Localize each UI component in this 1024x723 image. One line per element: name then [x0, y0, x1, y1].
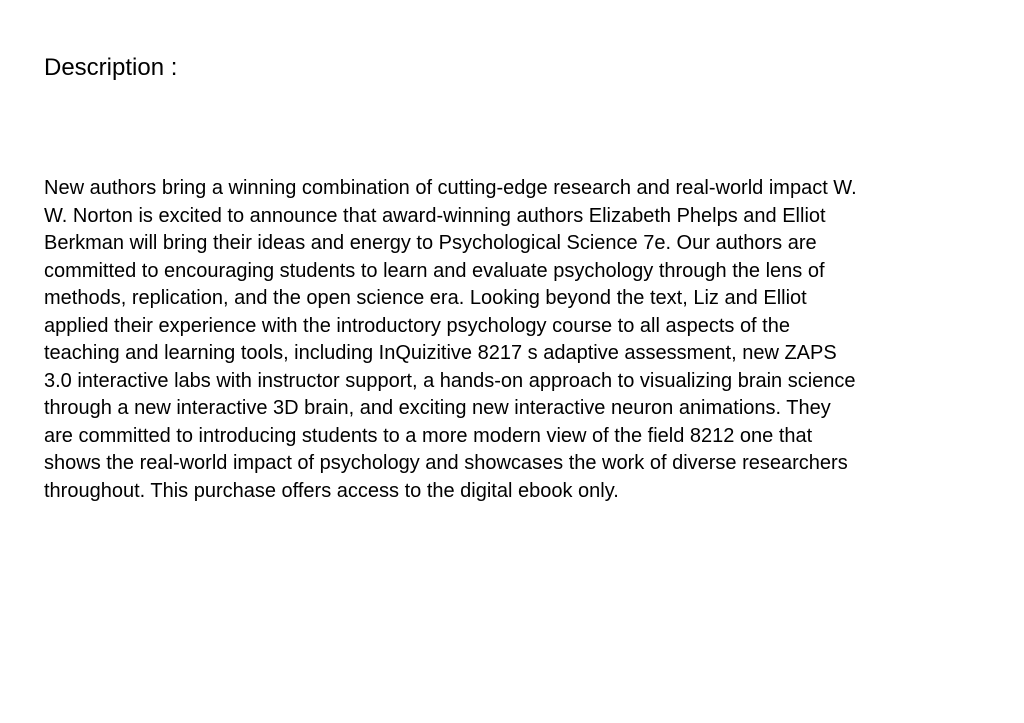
- paragraph-line: Berkman will bring their ideas and energy to Psychological Science 7e. Our authors are: [44, 232, 817, 254]
- description-heading: Description :: [44, 54, 178, 81]
- paragraph-line: shows the real-world impact of psychology and showcases the work of diverse researchers: [44, 452, 848, 474]
- paragraph-line: W. Norton is excited to announce that award-winning authors Elizabeth Phelps and Elliot: [44, 204, 826, 227]
- paragraph-line: committed to encouraging students to learn and evaluate psychology through the lens of: [44, 259, 825, 282]
- paragraph-line: teaching and learning tools, including InQuizitive 8217 s adaptive assessment, new ZAPS: [44, 342, 837, 364]
- paragraph-line: 3.0 interactive labs with instructor support, a hands-on approach to visualizing brain science: [44, 369, 856, 392]
- description-paragraph: [44, 175, 984, 505]
- paragraph-line: New authors bring a winning combination of cutting-edge research and real-world impact W.: [44, 177, 857, 199]
- paragraph-line: methods, replication, and the open science era. Looking beyond the text, Liz and Elliot: [44, 287, 807, 309]
- paragraph-line: throughout. This purchase offers access to the digital ebook only.: [44, 479, 619, 502]
- paragraph-line: through a new interactive 3D brain, and exciting new interactive neuron animations. They: [44, 397, 831, 419]
- paragraph-line: applied their experience with the introductory psychology course to all aspects of the: [44, 314, 790, 337]
- paragraph-line: are committed to introducing students to a more modern view of the field 8212 one that: [44, 424, 813, 447]
